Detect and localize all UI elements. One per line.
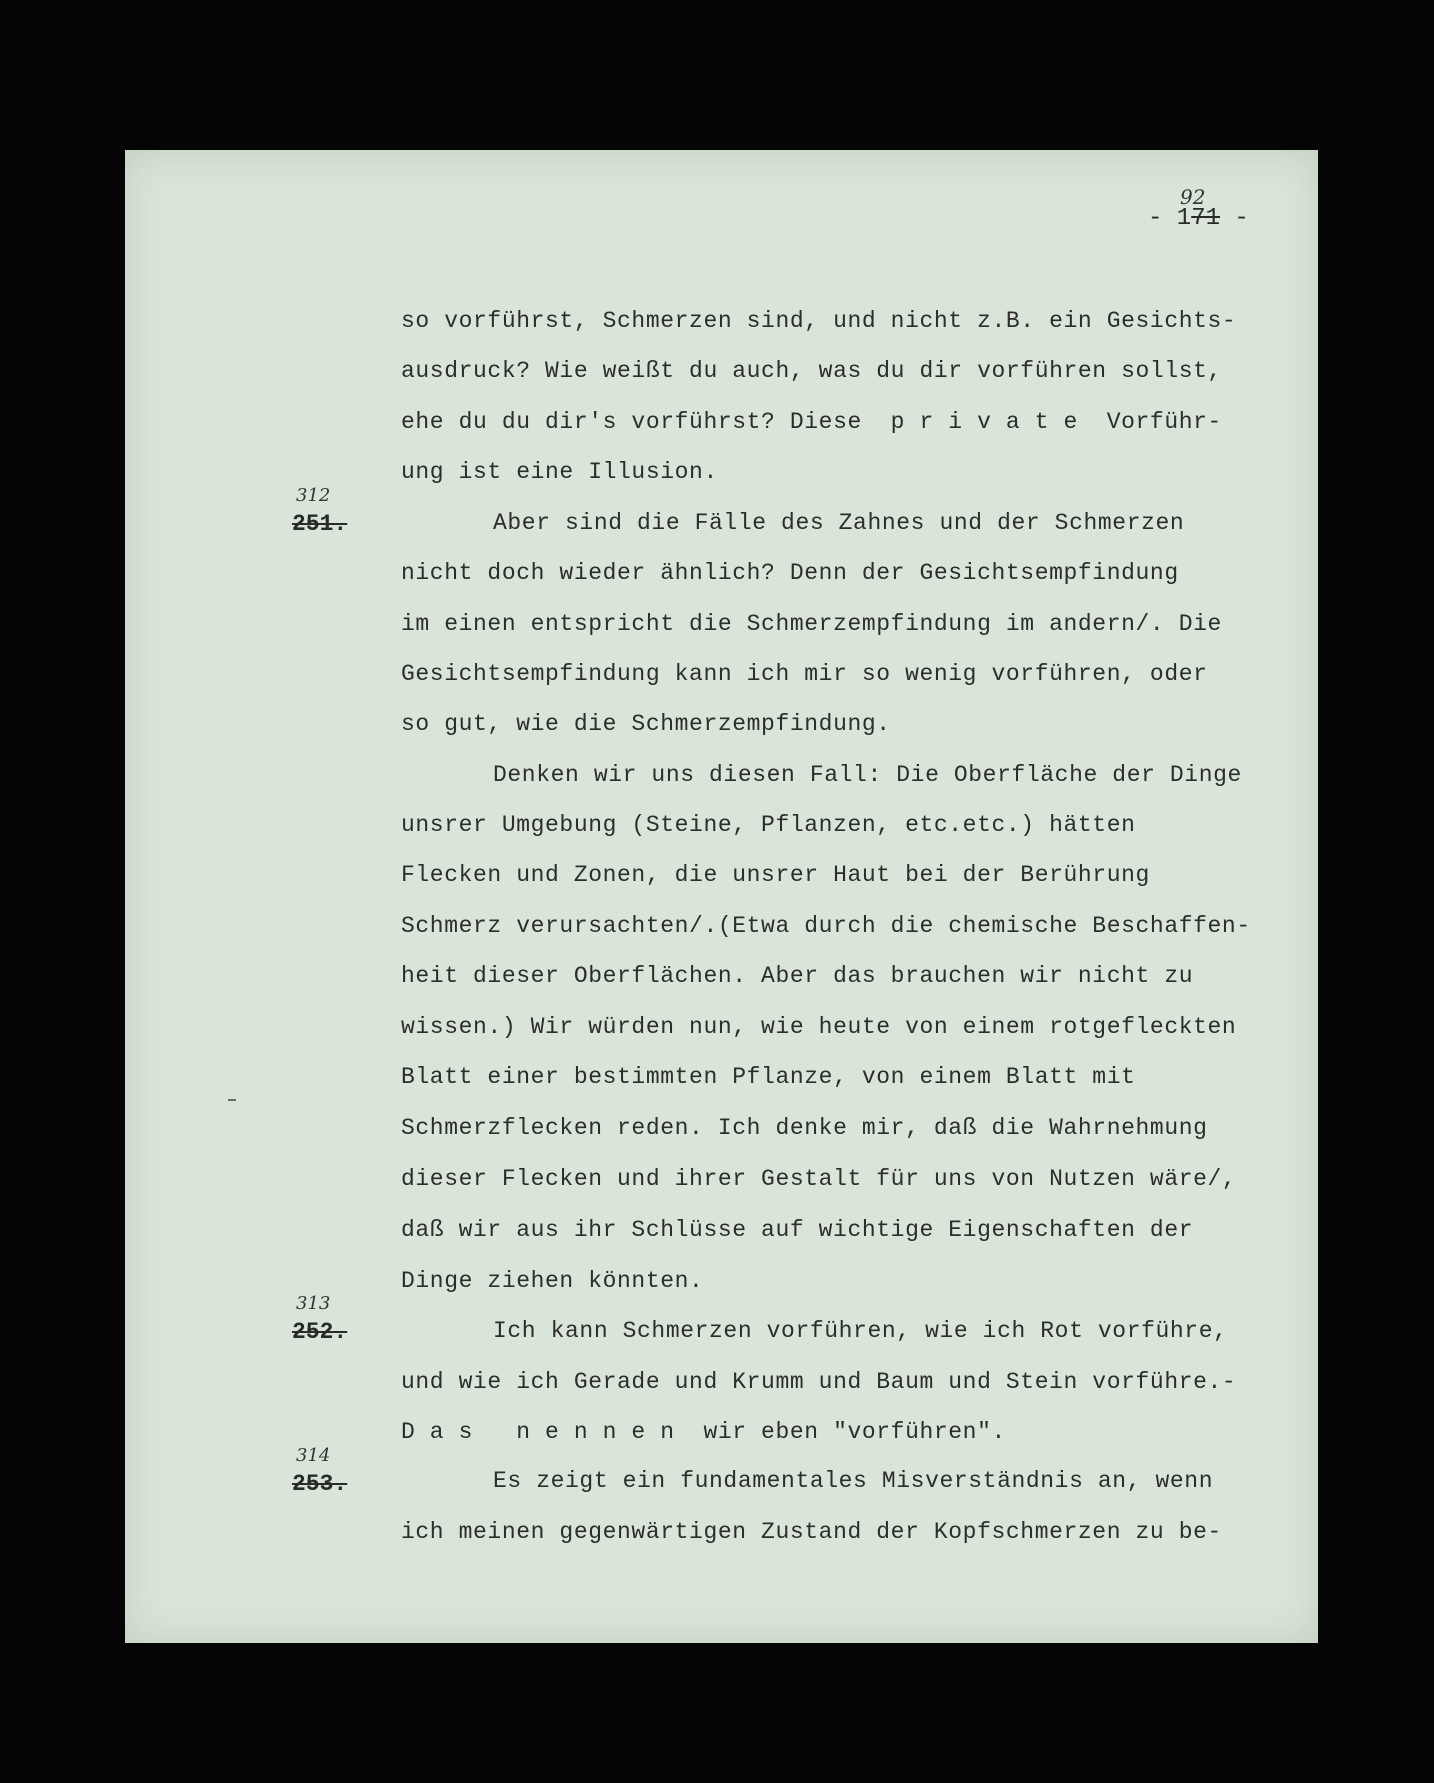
text-line: Schmerz verursachten/.(Etwa durch die chemische Beschaffen- [401,913,1251,939]
text-line: ehe du du dir's vorführst? Diese p r i v a t e Vorführ- [401,409,1222,435]
text-line: Dinge ziehen könnten. [401,1268,704,1294]
section-number [292,1293,348,1345]
page-number-handwritten: 92 [1180,185,1206,209]
text-line: Schmerzflecken reden. Ich denke mir, daß die Wahrnehmung [401,1115,1208,1141]
text-line: so gut, wie die Schmerzempfindung. [401,711,891,737]
bleed-through-stamp [560,175,980,295]
section-number-handwritten: 314 [296,1445,331,1466]
text-line: heit dieser Oberflächen. Aber das brauchen wir nicht zu [401,963,1194,989]
section-number-handwritten: 313 [296,1293,331,1314]
section-number-struck: 253. [292,1471,348,1497]
text-line: Denken wir uns diesen Fall: Die Oberfläche der Dinge [493,762,1242,788]
text-line: Ich kann Schmerzen vorführen, wie ich Rot vorführe, [493,1318,1228,1344]
text-line: Gesichtsempfindung kann ich mir so wenig vorführen, oder [401,661,1208,687]
text-line: daß wir aus ihr Schlüsse auf wichtige Eigenschaften der [401,1217,1194,1243]
text-line: wissen.) Wir würden nun, wie heute von einem rotgefleckten [401,1014,1237,1040]
page-number-struck: 71 [1191,205,1221,232]
section-number [292,485,348,537]
text-line: so vorführst, Schmerzen sind, und nicht z.B. ein Gesichts- [401,308,1237,334]
text-line: Flecken und Zonen, die unsrer Haut bei der Berührung [401,862,1150,888]
margin-mark [228,1099,236,1101]
section-number-handwritten: 312 [296,485,331,506]
section-number-struck: 252. [292,1319,348,1345]
text-line: Es zeigt ein fundamentales Misverständnis an, wenn [493,1468,1214,1494]
section-number [292,1445,348,1497]
text-line: Aber sind die Fälle des Zahnes und der Schmerzen [493,510,1185,536]
text-line: unsrer Umgebung (Steine, Pflanzen, etc.etc.) hätten [401,812,1136,838]
text-line: nicht doch wieder ähnlich? Denn der Gesichtsempfindung [401,560,1179,586]
text-line: D a s n e n n e n wir eben "vorführen". [401,1419,1006,1445]
page-number: - 171 92 - [1148,185,1249,232]
section-number-struck: 251. [292,511,348,537]
text-line: im einen entspricht die Schmerzempfindung im andern/. Die [401,611,1222,637]
text-line: dieser Flecken und ihrer Gestalt für uns von Nutzen wäre/, [401,1166,1237,1192]
text-line: ung ist eine Illusion. [401,459,718,485]
text-line: Blatt einer bestimmten Pflanze, von einem Blatt mit [401,1064,1136,1090]
text-line: und wie ich Gerade und Krumm und Baum und Stein vorführe.- [401,1369,1237,1395]
text-line: ich meinen gegenwärtigen Zustand der Kopfschmerzen zu be- [401,1519,1222,1545]
text-line: ausdruck? Wie weißt du auch, was du dir vorführen sollst, [401,358,1222,384]
